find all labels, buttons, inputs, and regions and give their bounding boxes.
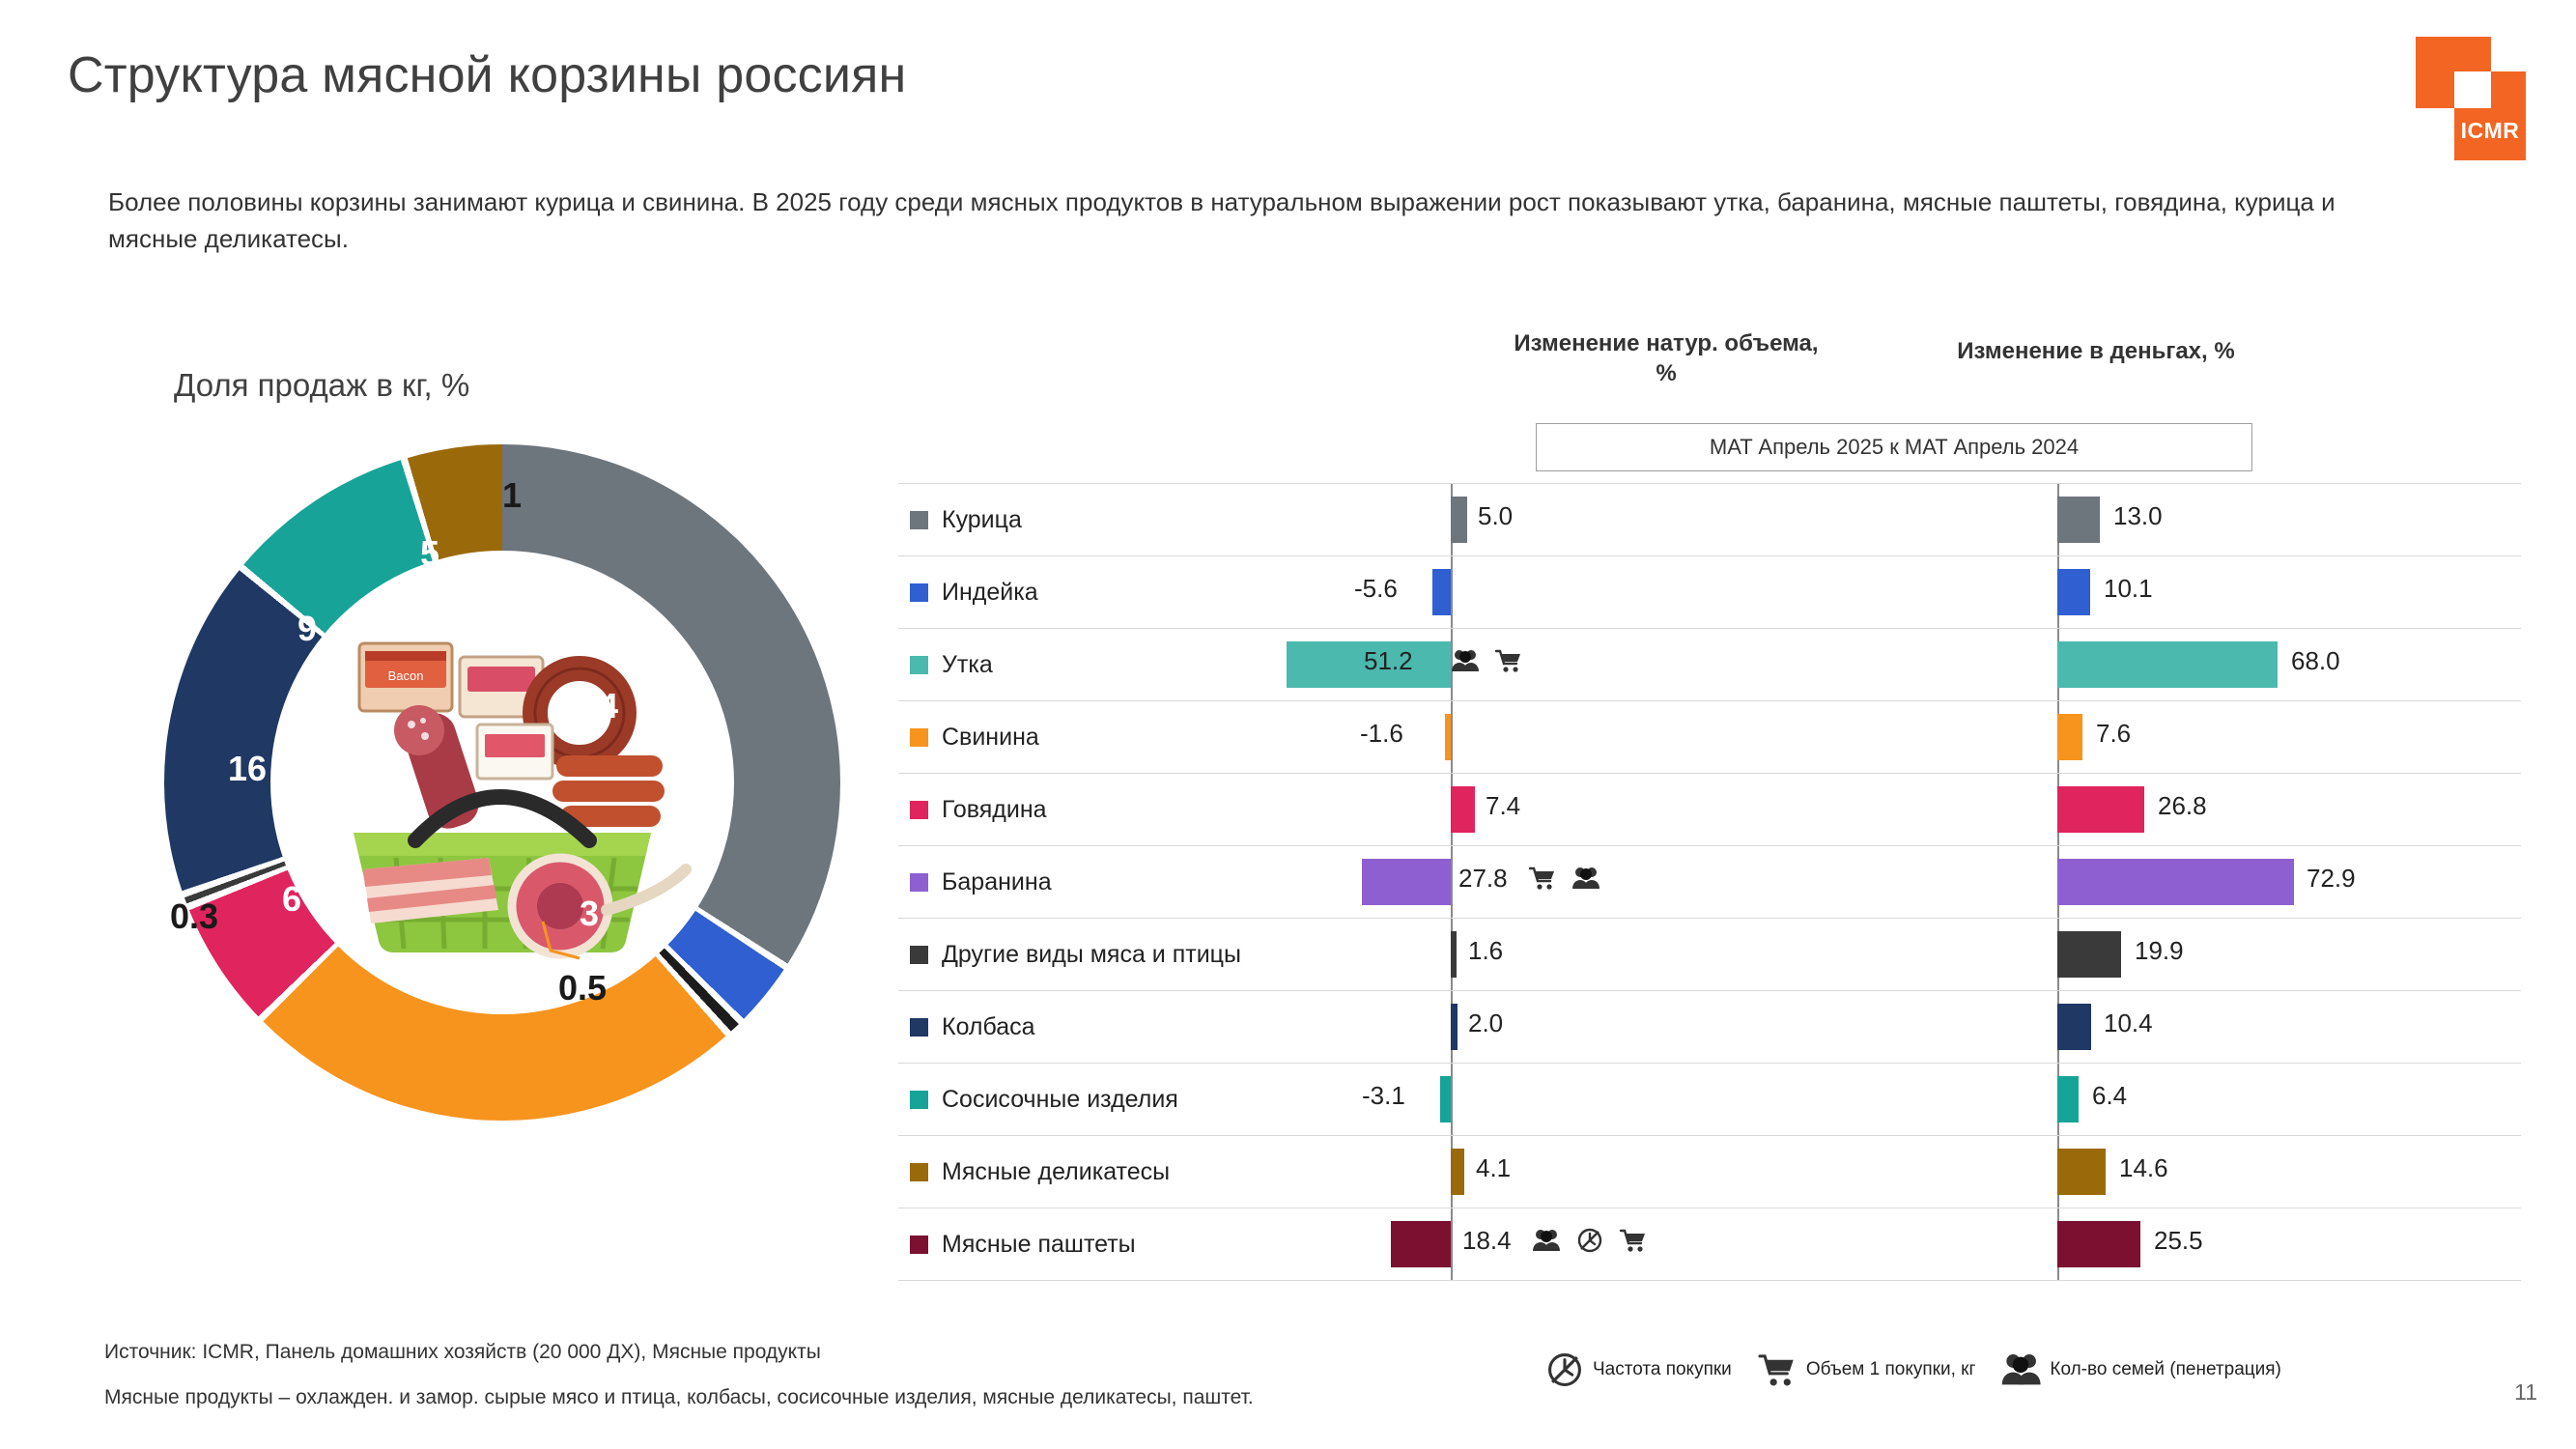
volume-value: 2.0	[1468, 1009, 1504, 1037]
volume-bar-area	[1362, 919, 2038, 990]
donut-value-label: 1	[502, 475, 523, 515]
volume-bar	[1451, 497, 1467, 543]
volume-bar-area	[1362, 484, 2038, 555]
volume-bar-area	[1362, 1136, 2038, 1208]
volume-bar	[1451, 931, 1457, 978]
money-bar	[2057, 786, 2144, 833]
row-legend	[910, 629, 993, 700]
volume-value: -5.6	[1354, 574, 1398, 603]
money-column-header: Изменение в деньгах, %	[1957, 338, 2235, 364]
table-row[interactable]	[898, 1136, 2521, 1208]
color-swatch	[910, 873, 928, 892]
volume-bar-area	[1362, 701, 2038, 773]
volume-bar	[1451, 786, 1475, 833]
money-value: 25.5	[2154, 1226, 2203, 1255]
money-bar	[2057, 1221, 2140, 1267]
legend-item-frequency	[1545, 1352, 1732, 1387]
money-value: 14.6	[2119, 1153, 2168, 1182]
money-bar-area	[2057, 1064, 2511, 1135]
money-bar	[2057, 1004, 2091, 1050]
money-value: 72.9	[2307, 864, 2356, 893]
clock-icon	[1575, 1228, 1604, 1253]
people-icon	[1451, 648, 1480, 673]
volume-bar	[1432, 569, 1451, 615]
row-icons	[1528, 864, 1604, 892]
money-bar-area	[2057, 701, 2511, 773]
row-legend	[910, 991, 1035, 1063]
money-bar-area	[2057, 1208, 2511, 1280]
money-bar	[2057, 859, 2294, 905]
color-swatch	[910, 1018, 928, 1037]
volume-value: 51.2	[1364, 646, 1413, 675]
table-row[interactable]	[898, 846, 2521, 919]
icmr-logo	[2402, 37, 2526, 160]
row-icons	[1532, 1226, 1652, 1254]
period-box	[1536, 423, 2252, 471]
category-label: Баранина	[942, 867, 1052, 895]
volume-value: -3.1	[1362, 1081, 1405, 1110]
legend-label: Объем 1 покупки, кг	[1805, 1358, 1976, 1379]
volume-bar	[1451, 1004, 1458, 1050]
donut-value-label: 24	[392, 947, 432, 986]
color-swatch	[910, 728, 928, 747]
category-label: Свинина	[942, 723, 1039, 751]
row-legend	[910, 919, 1241, 990]
comparison-table	[898, 483, 2521, 1281]
category-label: Колбаса	[942, 1012, 1035, 1040]
volume-bar-area	[1362, 991, 2038, 1063]
zero-axis	[1451, 701, 1453, 773]
row-legend	[910, 556, 1038, 628]
legend-label: Кол-во семей (пенетрация)	[2050, 1358, 2281, 1379]
volume-bar-area	[1362, 1064, 2038, 1135]
donut-value-label: 0.3	[170, 896, 219, 936]
color-swatch	[910, 1163, 928, 1181]
cart-icon	[1757, 1352, 1798, 1387]
table-row[interactable]	[898, 483, 2521, 556]
donut-chart	[126, 367, 860, 1101]
volume-bar-area	[1362, 1208, 2038, 1280]
page-number: 11	[2514, 1379, 2537, 1405]
money-bar	[2057, 714, 2082, 760]
donut-chart-title: Доля продаж в кг, %	[174, 367, 470, 403]
volume-bar-area	[1362, 846, 2038, 918]
color-swatch	[910, 801, 928, 819]
logo-text: ICMR	[2460, 118, 2520, 143]
volume-bar	[1362, 859, 1451, 905]
money-bar-area	[2057, 484, 2511, 555]
cart-icon	[1494, 648, 1523, 673]
definition-note: Мясные продукты – охлажден. и замор. сырые мясо и птица, колбасы, сосисочные изделия, мясные деликатесы, паштет.	[104, 1386, 1254, 1408]
money-value: 7.6	[2096, 719, 2132, 748]
zero-axis	[1451, 556, 1453, 628]
svg-text:Bacon: Bacon	[387, 668, 424, 683]
money-bar	[2057, 569, 2090, 615]
money-bar	[2057, 1149, 2106, 1195]
volume-column-header: Изменение натур. объема, %	[1514, 330, 1819, 387]
people-icon	[2000, 1352, 2041, 1387]
volume-bar-area	[1354, 556, 2038, 628]
donut-value-label: 34	[580, 686, 619, 725]
donut-value-label: 0.5	[558, 968, 608, 1008]
row-icons	[1451, 646, 1527, 674]
meat-basket-illustration	[270, 551, 734, 1014]
volume-bar	[1445, 714, 1451, 760]
volume-bar-area	[1362, 774, 2038, 845]
money-bar	[2057, 1076, 2079, 1122]
color-swatch	[910, 1091, 928, 1109]
category-label: Другие виды мяса и птицы	[942, 940, 1241, 968]
color-swatch	[910, 1236, 928, 1254]
row-legend	[910, 846, 1052, 918]
category-label: Сосисочные изделия	[942, 1085, 1178, 1113]
legend-label: Частота покупки	[1593, 1358, 1732, 1379]
legend-item-volume	[1757, 1352, 1976, 1387]
table-row[interactable]	[898, 1208, 2521, 1281]
money-value: 10.1	[2104, 574, 2153, 603]
money-bar-area	[2057, 1136, 2511, 1208]
table-row[interactable]	[898, 556, 2521, 629]
color-swatch	[910, 583, 928, 602]
money-bar	[2057, 641, 2278, 688]
money-bar-area	[2057, 629, 2511, 700]
volume-value: 7.4	[1486, 791, 1521, 820]
table-row[interactable]	[898, 629, 2521, 701]
money-value: 10.4	[2104, 1009, 2153, 1037]
people-icon	[1532, 1228, 1561, 1253]
table-row[interactable]	[898, 701, 2521, 774]
donut-value-label: 3	[580, 894, 600, 933]
table-row[interactable]	[898, 919, 2521, 991]
period-label: MAT Апрель 2025 к MAT Апрель 2024	[1709, 435, 2080, 459]
volume-bar	[1440, 1076, 1451, 1122]
category-label: Утка	[942, 650, 993, 678]
money-bar-area	[2057, 774, 2511, 845]
zero-axis	[1451, 846, 1453, 918]
donut-value-label: 6	[282, 879, 302, 919]
color-swatch	[910, 511, 928, 529]
money-value: 26.8	[2158, 791, 2207, 820]
money-bar	[2057, 497, 2100, 543]
donut-value-label: 16	[228, 749, 268, 788]
legend-item-penetration	[2000, 1352, 2281, 1387]
row-legend	[910, 1064, 1178, 1135]
clock-icon	[1545, 1352, 1584, 1387]
donut-value-label: 9	[297, 609, 318, 648]
money-bar-area	[2057, 991, 2511, 1063]
page-subtitle: Более половины корзины занимают курица и свинина. В 2025 году среди мясных продуктов в натуральном выражении рост показывают утка, баранина, мясные паштеты, говядина, курица и мясные деликатесы.	[108, 187, 2335, 254]
zero-axis	[1451, 1064, 1453, 1135]
logo-square-notch	[2454, 71, 2491, 108]
money-bar	[2057, 931, 2121, 978]
volume-value: 27.8	[1458, 864, 1508, 893]
row-legend	[910, 484, 1022, 555]
category-label: Говядина	[942, 795, 1047, 823]
volume-bar	[1391, 1221, 1451, 1267]
source-note: Источник: ICMR, Панель домашних хозяйств (20 000 ДХ), Мясные продукты	[104, 1341, 821, 1363]
row-legend	[910, 1208, 1136, 1280]
donut-center-image	[270, 551, 734, 1014]
cart-icon	[1528, 866, 1557, 891]
cart-icon	[1619, 1228, 1648, 1253]
money-value: 19.9	[2135, 936, 2184, 965]
color-swatch	[910, 656, 928, 674]
volume-value: 1.6	[1468, 936, 1504, 965]
table-row[interactable]	[898, 991, 2521, 1064]
money-bar-area	[2057, 919, 2511, 990]
category-label: Мясные деликатесы	[942, 1157, 1171, 1185]
category-label: Индейка	[942, 578, 1038, 606]
money-value: 6.4	[2092, 1081, 2128, 1110]
volume-bar-area	[1362, 629, 2038, 700]
volume-value: -1.6	[1360, 719, 1403, 748]
category-label: Курица	[942, 505, 1022, 533]
volume-value: 4.1	[1476, 1153, 1512, 1182]
volume-value: 5.0	[1478, 501, 1514, 530]
money-value: 13.0	[2113, 501, 2163, 530]
volume-bar	[1451, 1149, 1464, 1195]
row-legend	[910, 774, 1047, 845]
people-icon	[1571, 866, 1600, 891]
category-label: Мясные паштеты	[942, 1230, 1136, 1258]
money-bar-area	[2057, 556, 2511, 628]
money-bar-area	[2057, 846, 2511, 918]
footer-legend	[1545, 1352, 2281, 1387]
donut-value-label: 5	[420, 533, 440, 573]
money-value: 68.0	[2291, 646, 2340, 675]
table-row[interactable]	[898, 774, 2521, 846]
table-row[interactable]	[898, 1064, 2521, 1136]
color-swatch	[910, 946, 928, 964]
row-legend	[910, 701, 1039, 773]
zero-axis	[1451, 1208, 1453, 1280]
row-legend	[910, 1136, 1170, 1208]
volume-value: 18.4	[1462, 1226, 1512, 1255]
page-title: Структура мясной корзины россиян	[68, 47, 907, 103]
